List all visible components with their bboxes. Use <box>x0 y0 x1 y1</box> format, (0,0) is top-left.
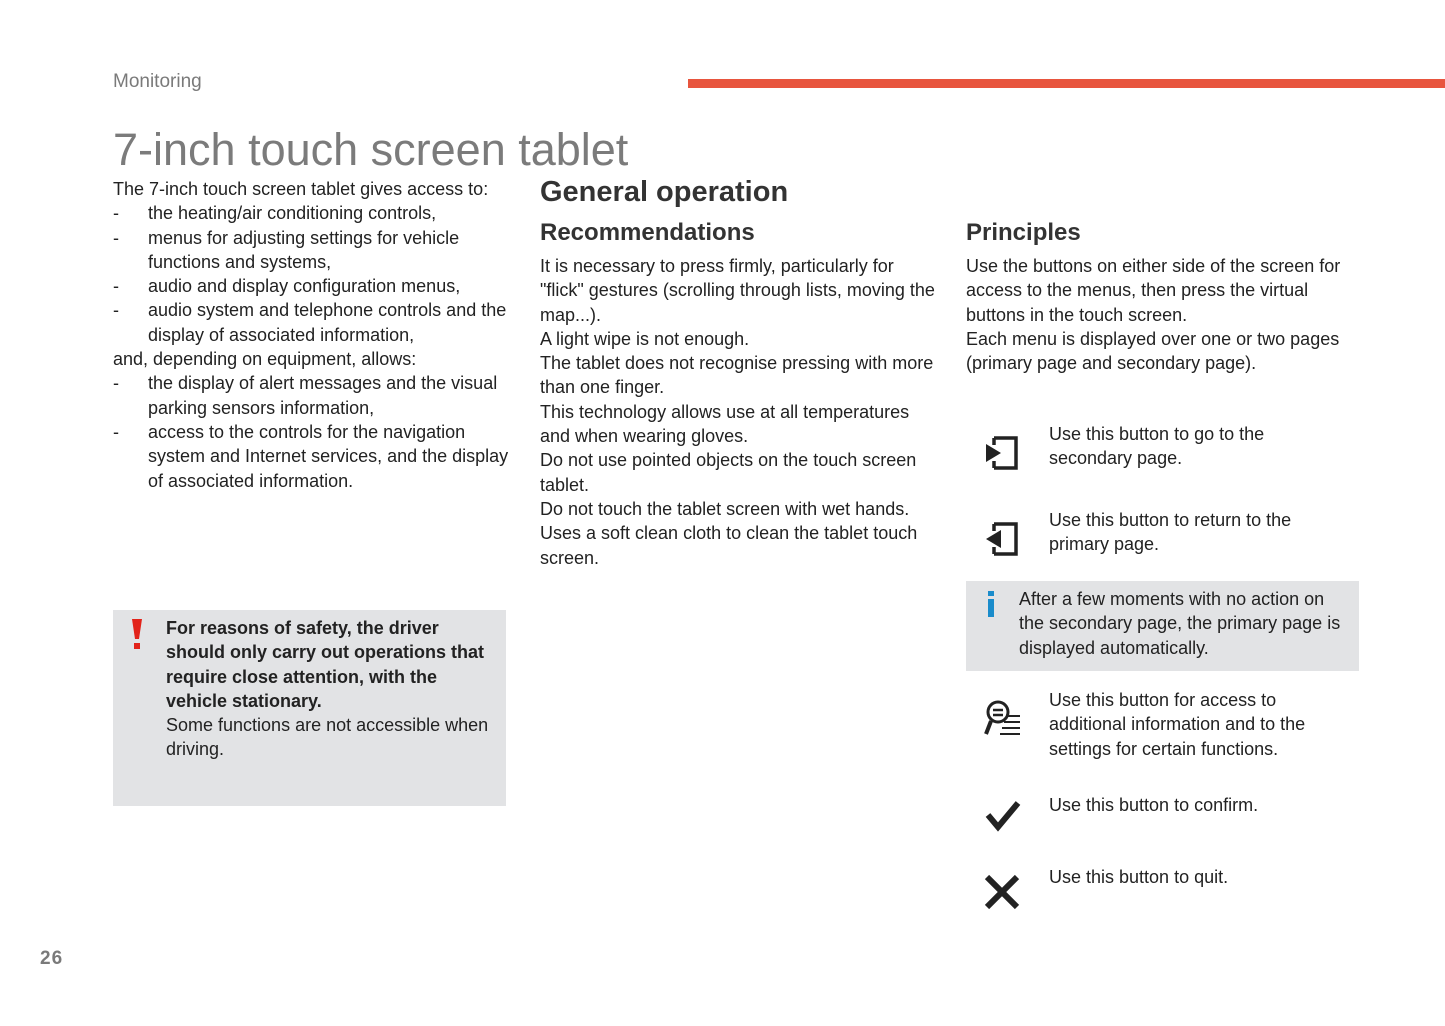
recommendations-heading: Recommendations <box>540 219 755 246</box>
info-icon <box>984 590 998 618</box>
list-item: - audio system and telephone controls and the display of associated information, <box>113 300 507 345</box>
principles-text <box>966 254 1366 375</box>
list-item: - the heating/air conditioning controls, <box>113 203 437 224</box>
options-text: Use this button for access to additional information and to the settings for certain functions. <box>1049 690 1306 759</box>
recommendations-text <box>540 254 940 570</box>
paragraph: Each menu is displayed over one or two pages (primary page and secondary page). <box>966 328 1340 374</box>
intro-section <box>113 177 513 493</box>
confirm-text: Use this button to confirm. <box>1049 795 1259 815</box>
paragraph: Do not use pointed objects on the touch screen tablet. <box>540 450 917 495</box>
intro-list <box>113 201 513 347</box>
cross-icon <box>982 870 1022 914</box>
page-title: 7-inch touch screen tablet <box>113 124 629 175</box>
general-operation-heading: General operation <box>540 176 789 208</box>
paragraph: It is necessary to press firmly, particularly for "flick" gestures (scrolling through lists, moving the map...). <box>540 256 935 325</box>
paragraph: Use the buttons on either side of the screen for access to the menus, then press the virtual buttons in the touch screen. <box>966 256 1341 325</box>
paragraph: Do not touch the tablet screen with wet hands. <box>540 498 910 519</box>
page-back-icon <box>982 517 1022 561</box>
quit-text: Use this button to quit. <box>1049 867 1229 887</box>
section-label: Monitoring <box>113 71 202 92</box>
warning-text <box>166 616 501 762</box>
warning-note: Some functions are not accessible when driving. <box>166 715 489 760</box>
paragraph: This technology allows use at all temperatures and when wearing gloves. <box>540 401 910 447</box>
secondary-page-text: Use this button to go to the secondary page. <box>1049 424 1265 469</box>
paragraph: Uses a soft clean cloth to clean the tablet touch screen. <box>540 523 918 568</box>
options-icon <box>982 697 1022 741</box>
warning-bold-text: For reasons of safety, the driver should only carry out operations that require close attention, with the vehicle stationary. <box>166 618 485 711</box>
paragraph: A light wipe is not enough. <box>540 328 750 349</box>
list-item: - the display of alert messages and the visual parking sensors information, <box>113 373 498 418</box>
list-item: - access to the controls for the navigation system and Internet services, and the display of associated information. <box>113 421 509 491</box>
page-forward-icon <box>982 431 1022 475</box>
info-text: After a few moments with no action on the secondary page, the primary page is displayed automatically. <box>1019 589 1341 658</box>
list-item: - menus for adjusting settings for vehicle functions and systems, <box>113 227 460 272</box>
intro-middle: and, depending on equipment, allows: <box>113 349 417 370</box>
intro-lead: The 7-inch touch screen tablet gives access to: <box>113 179 489 199</box>
page-number: 26 <box>40 948 64 969</box>
primary-page-text: Use this button to return to the primary page. <box>1049 510 1292 555</box>
header-accent-bar <box>688 79 1445 88</box>
intro-list-2 <box>113 371 513 492</box>
principles-heading: Principles <box>966 219 1081 246</box>
checkmark-icon <box>984 795 1024 839</box>
warning-icon <box>130 617 144 651</box>
paragraph: The tablet does not recognise pressing with more than one finger. <box>540 353 934 398</box>
list-item: - audio and display configuration menus, <box>113 276 461 297</box>
